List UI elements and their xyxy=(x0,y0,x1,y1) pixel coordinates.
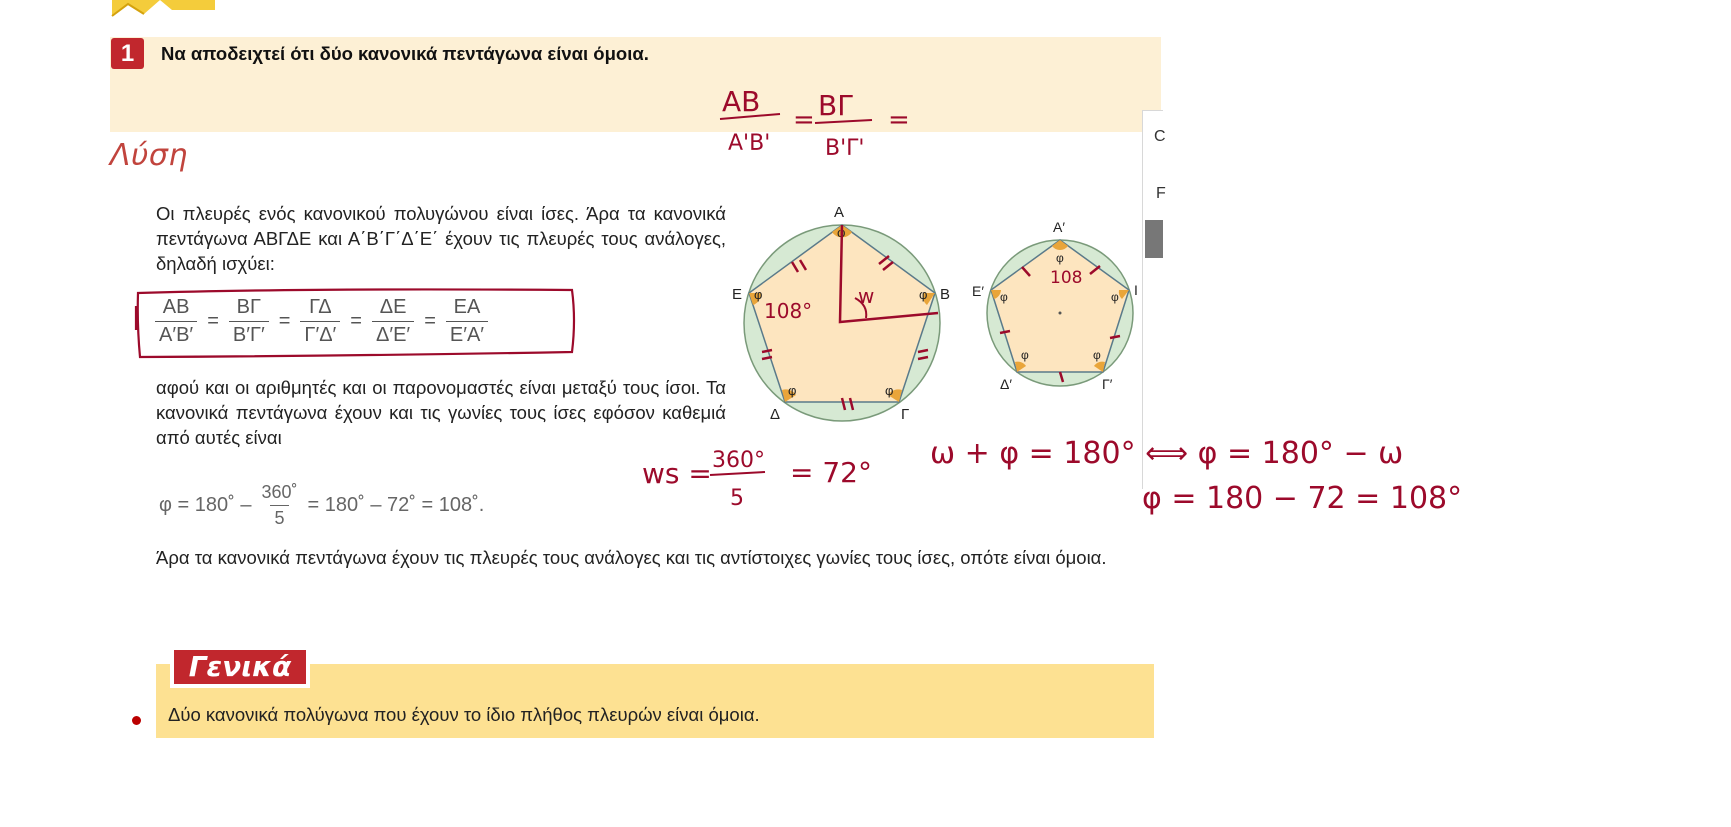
ink-tick-marks xyxy=(918,350,928,359)
ink-eq: = xyxy=(888,105,910,135)
ink-phi-result: φ = 180 − 72 = 108° xyxy=(1142,481,1463,516)
angle-label-phi: φ xyxy=(754,287,763,302)
angle-label-phi: φ xyxy=(788,383,797,398)
vertex-label-A-prime: Α′ xyxy=(1053,219,1065,235)
solution-paragraph-3: Άρα τα κανονικά πεντάγωνα έχουν τις πλευρές τους ανάλογες και τις αντίστοιχες γωνίες τους ίσες, οπότε είναι όμοια. xyxy=(156,547,1107,568)
equals-sign: = xyxy=(207,309,219,332)
ink-tick-marks xyxy=(842,398,853,410)
ink-ws-lhs: ws = xyxy=(642,457,712,490)
ink-angle-w: w xyxy=(858,284,875,308)
angle-label-phi: φ xyxy=(837,225,846,240)
general-tab-label: Γενικά xyxy=(170,646,310,688)
ink-ratio-den1: Α'Β' xyxy=(728,131,771,156)
vertex-label-B: Β xyxy=(940,286,951,303)
solution-paragraph-2: αφού και οι αριθμητές και οι παρονομαστές είναι μεταξύ τους ίσοι. Τα κανονικά πεντάγωνα έχουν και τις γωνίες τους ίσες εφόσον καθεμιά από αυτές είναι xyxy=(156,377,726,448)
solution-paragraph-1: Οι πλευρές ενός κανονικού πολυγώνου είναι ίσες. Άρα τα κανονικά πεντάγωνα ΑΒΓΔΕ και Α΄Β΄Γ΄Δ΄Ε΄ έχουν τις πλευρές τους ανάλογες, δηλαδή ισχύει: xyxy=(156,203,726,274)
ratio-fraction: $\frac{EA}{E'A'}$ xyxy=(446,296,488,347)
vertex-label-D: Δ xyxy=(770,406,781,423)
vertex-label-C: Γ xyxy=(901,406,910,423)
phi-formula-fraction: $\frac{360˚}{5}$ xyxy=(261,482,298,528)
ink-ratio-num1: ΑΒ xyxy=(722,85,761,118)
ink-ws-num: 360° xyxy=(712,448,765,473)
ink-tick-marks xyxy=(762,350,772,359)
vertex-label-A: Α xyxy=(834,204,845,221)
angle-label-phi: φ xyxy=(1021,348,1029,362)
ratio-fraction: $\frac{AB}{A'B'}$ xyxy=(155,296,197,347)
equals-sign: = xyxy=(350,309,362,332)
general-note-text: Δύο κανονικά πολύγωνα που έχουν το ίδιο πλήθος πλευρών είναι όμοια. xyxy=(168,704,760,725)
equals-sign: = xyxy=(424,309,436,332)
ink-ws-den: 5 xyxy=(730,486,744,511)
ratio-fraction: $\frac{\Gamma\Delta}{\Gamma'\Delta'}$ xyxy=(300,296,340,347)
phi-formula-rhs: = 180˚ – 72˚ = 108˚. xyxy=(307,494,485,516)
vertex-label-C-prime: Γ′ xyxy=(1102,376,1113,392)
ratio-fraction: $\frac{\Delta E}{\Delta'E'}$ xyxy=(372,296,414,347)
ink-angle-108-big: 108° xyxy=(764,299,813,323)
ink-ws-rhs: = 72° xyxy=(790,456,872,489)
angle-label-phi: φ xyxy=(1093,348,1101,362)
side-panel-char: C xyxy=(1154,128,1166,145)
angle-label-phi: φ xyxy=(919,287,928,302)
ink-w-phi-equation: ω + φ = 180° ⟺ φ = 180° − ω xyxy=(930,436,1404,471)
ink-eq: = xyxy=(793,105,815,135)
angle-label-phi: φ xyxy=(1111,290,1119,304)
vertex-label-B-prime: Ι xyxy=(1134,282,1138,298)
side-panel-char: F xyxy=(1156,185,1166,202)
solution-heading: Λύση xyxy=(110,138,188,173)
exercise-statement: Να αποδειχτεί ότι δύο κανονικά πεντάγωνα είναι όμοια. xyxy=(161,43,649,64)
equals-sign: = xyxy=(278,309,291,332)
vertex-label-D-prime: Δ′ xyxy=(1000,376,1012,392)
angle-label-phi: φ xyxy=(1000,290,1008,304)
angle-label-phi: φ xyxy=(885,383,894,398)
ink-angle-108-small: 108 xyxy=(1050,268,1083,288)
ink-tick-marks xyxy=(879,256,893,270)
exercise-number-badge: 1 xyxy=(111,38,144,69)
vertex-label-E-prime: Ε′ xyxy=(972,283,984,299)
ink-radii-lines xyxy=(840,225,938,322)
vertex-label-E: Ε xyxy=(732,286,743,303)
ink-ratio-num2: ΒΓ xyxy=(818,89,853,122)
angle-label-phi: φ xyxy=(1056,251,1064,265)
ratio-fraction: $\frac{B\Gamma}{B'\Gamma'}$ xyxy=(229,296,269,347)
phi-formula-lhs: φ = 180˚ – xyxy=(159,494,252,516)
ink-ratio-den2: Β'Γ' xyxy=(825,136,865,161)
ink-box-around-ratios xyxy=(136,289,574,357)
ink-tick-marks xyxy=(792,260,806,272)
